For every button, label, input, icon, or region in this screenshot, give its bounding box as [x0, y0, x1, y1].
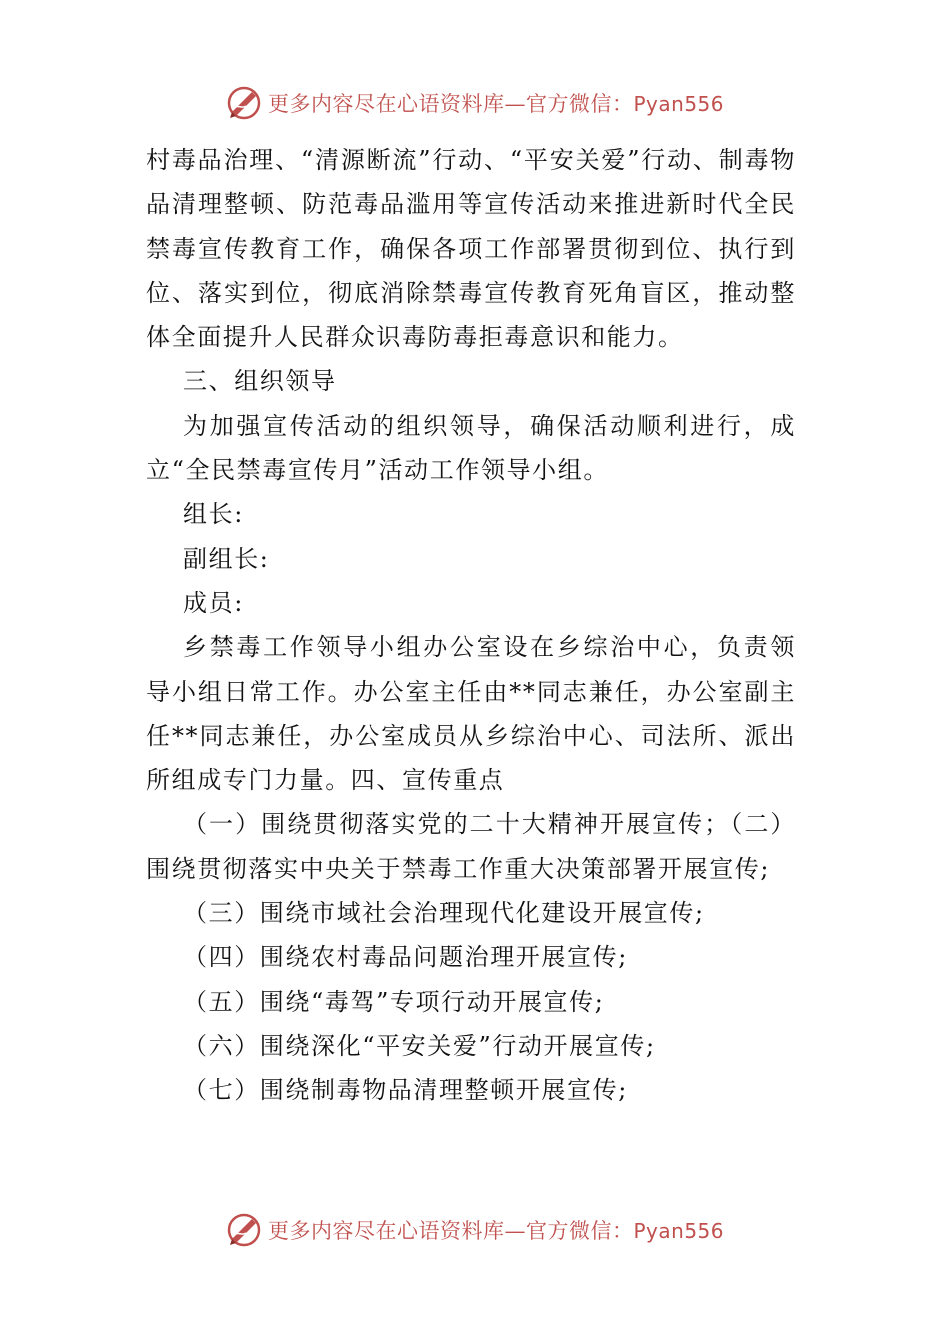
- list-item-6: （六）围绕深化“平安关爱”行动开展宣传;: [183, 1031, 656, 1060]
- list-item-5: （五）围绕“毒驾”专项行动开展宣传;: [183, 987, 605, 1016]
- paragraph-3: 乡禁毒工作领导小组办公室设在乡综治中心，负责领导小组日常工作。办公室主任由**同志兼任，办公室副主任**同志兼任，办公室成员从乡综治中心、司法所、派出所组成专门力量。四、宣传重点: [146, 633, 796, 795]
- pen-logo-icon: [226, 1212, 262, 1248]
- members-line: 成员:: [183, 588, 244, 617]
- wechat-id: Pyan556: [633, 92, 724, 116]
- section-heading-organization: 三、组织领导: [183, 367, 337, 396]
- list-item-4: （四）围绕农村毒品问题治理开展宣传;: [183, 943, 628, 972]
- footer-banner-text: 更多内容尽在心语资料库—官方微信：Pyan556: [267, 1219, 724, 1243]
- header-banner: [0, 83, 950, 123]
- paragraph-1: 村毒品治理、“清源断流”行动、“平安关爱”行动、制毒物品清理整顿、防范毒品滥用等宣传活动来推进新时代全民禁毒宣传教育工作，确保各项工作部署贯彻到位、执行到位、落实到位，彻底消除禁毒宣传教育死角盲区，推动整体全面提升人民群众识毒防毒拒毒意识和能力。: [146, 146, 796, 352]
- wechat-id: Pyan556: [633, 1219, 724, 1243]
- paragraph-2: 为加强宣传活动的组织领导，确保活动顺利进行，成立“全民禁毒宣传月”活动工作领导小组。: [146, 411, 796, 485]
- deputy-leader-line: 副组长:: [183, 544, 270, 573]
- footer-banner: [0, 1210, 950, 1250]
- list-item-7: （七）围绕制毒物品清理整顿开展宣传;: [183, 1076, 628, 1105]
- document-body: [146, 138, 796, 1113]
- list-item-1-2: （一）围绕贯彻落实党的二十大精神开展宣传；（二）围绕贯彻落实中央关于禁毒工作重大决策部署开展宣传;: [146, 810, 796, 883]
- header-banner-text: 更多内容尽在心语资料库—官方微信：Pyan556: [267, 92, 724, 116]
- pen-logo-icon: [226, 85, 262, 121]
- list-item-3: （三）围绕市域社会治理现代化建设开展宣传;: [183, 899, 705, 928]
- leader-line: 组长:: [183, 500, 244, 529]
